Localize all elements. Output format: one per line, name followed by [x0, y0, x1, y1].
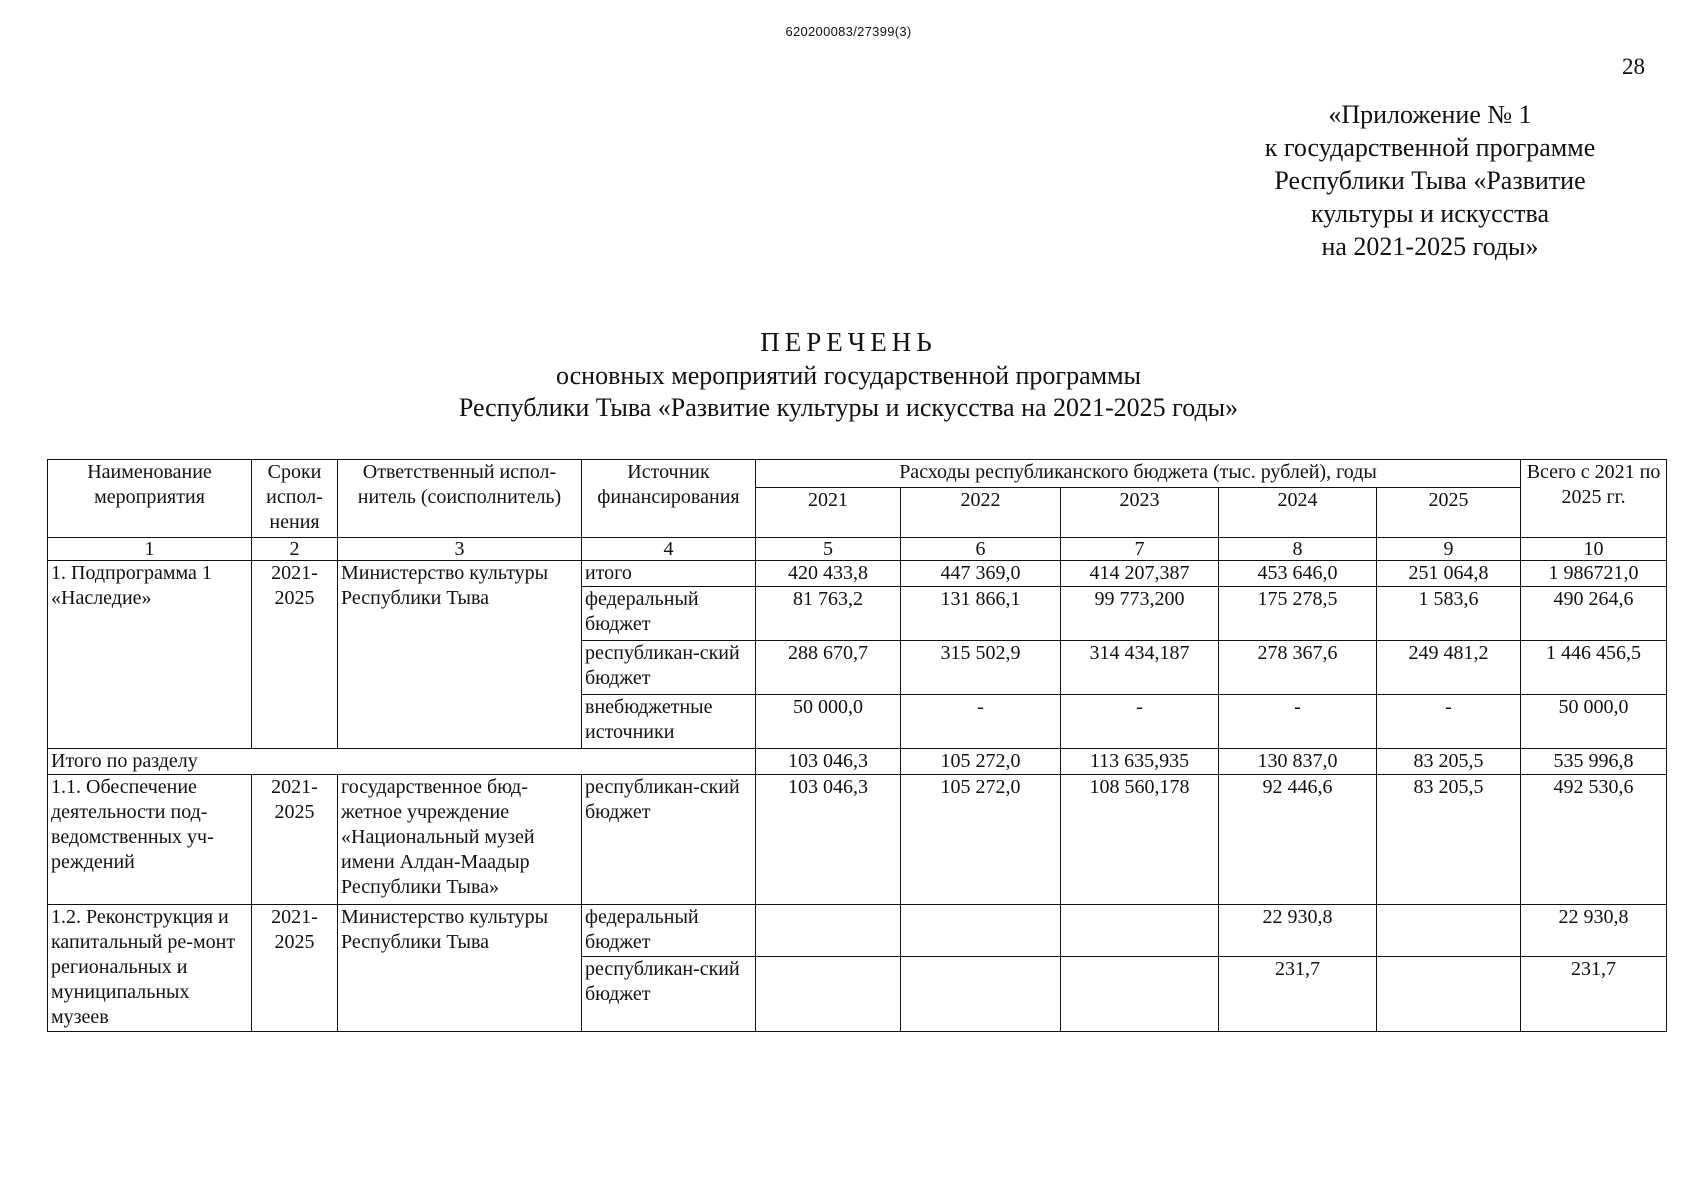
activity-name: 1. Подпрограмма 1 «Наследие» [48, 561, 252, 749]
amount-cell: 99 773,200 [1061, 587, 1219, 641]
amount-cell: 1 583,6 [1377, 587, 1521, 641]
amount-cell: 92 446,6 [1219, 775, 1377, 905]
header-executor: Ответственный испол-нитель (соисполнитель) [338, 460, 582, 538]
table-row [48, 775, 1667, 905]
amount-cell: 113 635,935 [1061, 749, 1219, 775]
header-year: 2023 [1061, 488, 1219, 538]
appendix-note [1225, 98, 1635, 263]
amount-cell: 105 272,0 [901, 749, 1061, 775]
header-source: Источник финансирования [582, 460, 756, 538]
amount-cell [1061, 957, 1219, 1032]
amount-cell: 131 866,1 [901, 587, 1061, 641]
amount-cell: 81 763,2 [756, 587, 901, 641]
amount-cell: 83 205,5 [1377, 775, 1521, 905]
amount-cell: 50 000,0 [756, 695, 901, 749]
activity-executor: государственное бюд-жетное учреждение «Национальный музей имени Алдан-Маадыр Республики Тыва» [338, 775, 582, 905]
activity-period: 2021-2025 [252, 561, 338, 749]
amount-cell: 105 272,0 [901, 775, 1061, 905]
activities-table [47, 459, 1667, 1032]
header-year: 2022 [901, 488, 1061, 538]
amount-cell: 492 530,6 [1521, 775, 1667, 905]
amount-cell: 231,7 [1521, 957, 1667, 1032]
amount-cell: 314 434,187 [1061, 641, 1219, 695]
amount-cell: 22 930,8 [1219, 905, 1377, 957]
amount-cell: - [901, 695, 1061, 749]
funding-source: федеральный бюджет [582, 905, 756, 957]
activity-name: 1.1. Обеспечение деятельности под-ведомственных уч-реждений [48, 775, 252, 905]
header-name: Наименование мероприятия [48, 460, 252, 538]
funding-source: республикан-ский бюджет [582, 775, 756, 905]
amount-cell: 50 000,0 [1521, 695, 1667, 749]
amount-cell [1377, 905, 1521, 957]
amount-cell: 288 670,7 [756, 641, 901, 695]
column-number: 6 [901, 538, 1061, 561]
amount-cell: - [1377, 695, 1521, 749]
document-title: ПЕРЕЧЕНЬ [760, 327, 937, 357]
table-row [48, 749, 1667, 775]
funding-source: внебюджетные источники [582, 695, 756, 749]
amount-cell: 231,7 [1219, 957, 1377, 1032]
funding-source: республикан-ский бюджет [582, 957, 756, 1032]
activity-executor: Министерство культуры Республики Тыва [338, 905, 582, 1032]
header-period: Сроки испол-нения [252, 460, 338, 538]
amount-cell [756, 957, 901, 1032]
amount-cell: 1 986721,0 [1521, 561, 1667, 587]
amount-cell: 175 278,5 [1219, 587, 1377, 641]
column-number: 10 [1521, 538, 1667, 561]
document-subtitle-line: основных мероприятий государственной программы [555, 361, 1142, 390]
column-number: 8 [1219, 538, 1377, 561]
appendix-line: на 2021-2025 годы» [1321, 232, 1539, 261]
amount-cell: 83 205,5 [1377, 749, 1521, 775]
appendix-line: Республики Тыва «Развитие [1274, 166, 1586, 195]
amount-cell: 447 369,0 [901, 561, 1061, 587]
amount-cell: 249 481,2 [1377, 641, 1521, 695]
column-number: 4 [582, 538, 756, 561]
column-number: 7 [1061, 538, 1219, 561]
header-year: 2025 [1377, 488, 1521, 538]
column-number: 2 [252, 538, 338, 561]
appendix-line: к государственной программе [1264, 133, 1596, 162]
header-year: 2021 [756, 488, 901, 538]
amount-cell: 535 996,8 [1521, 749, 1667, 775]
table-row [48, 561, 1667, 587]
amount-cell: - [1219, 695, 1377, 749]
document-heading [0, 324, 1697, 424]
amount-cell: 103 046,3 [756, 775, 901, 905]
column-number: 5 [756, 538, 901, 561]
appendix-line: культуры и искусства [1311, 199, 1549, 228]
amount-cell: - [1061, 695, 1219, 749]
amount-cell: 251 064,8 [1377, 561, 1521, 587]
amount-cell: 315 502,9 [901, 641, 1061, 695]
column-number: 9 [1377, 538, 1521, 561]
column-number: 3 [338, 538, 582, 561]
amount-cell: 22 930,8 [1521, 905, 1667, 957]
activity-executor: Министерство культуры Республики Тыва [338, 561, 582, 749]
activity-period: 2021-2025 [252, 905, 338, 1032]
amount-cell: 108 560,178 [1061, 775, 1219, 905]
amount-cell [901, 957, 1061, 1032]
section-total-label: Итого по разделу [48, 749, 756, 775]
amount-cell: 278 367,6 [1219, 641, 1377, 695]
amount-cell: 1 446 456,5 [1521, 641, 1667, 695]
amount-cell: 490 264,6 [1521, 587, 1667, 641]
amount-cell [1061, 905, 1219, 957]
activity-name: 1.2. Реконструкция и капитальный ре-монт региональных и муниципальных музеев [48, 905, 252, 1032]
amount-cell [1377, 957, 1521, 1032]
header-expenses: Расходы республиканского бюджета (тыс. рублей), годы [756, 460, 1521, 488]
amount-cell [756, 905, 901, 957]
funding-source: итого [582, 561, 756, 587]
amount-cell: 414 207,387 [1061, 561, 1219, 587]
funding-source: республикан-ский бюджет [582, 641, 756, 695]
column-number: 1 [48, 538, 252, 561]
header-year: 2024 [1219, 488, 1377, 538]
amount-cell: 103 046,3 [756, 749, 901, 775]
header-total: Всего с 2021 по 2025 гг. [1521, 460, 1667, 538]
amount-cell: 453 646,0 [1219, 561, 1377, 587]
table-row [48, 905, 1667, 957]
amount-cell: 420 433,8 [756, 561, 901, 587]
amount-cell: 130 837,0 [1219, 749, 1377, 775]
appendix-line: «Приложение № 1 [1328, 100, 1532, 129]
document-subtitle-line: Республики Тыва «Развитие культуры и искусства на 2021-2025 годы» [458, 393, 1239, 422]
document-id: 620200083/27399(3) [785, 24, 912, 39]
page-number: 28 [1622, 54, 1645, 79]
amount-cell [901, 905, 1061, 957]
activity-period: 2021-2025 [252, 775, 338, 905]
funding-source: федеральный бюджет [582, 587, 756, 641]
